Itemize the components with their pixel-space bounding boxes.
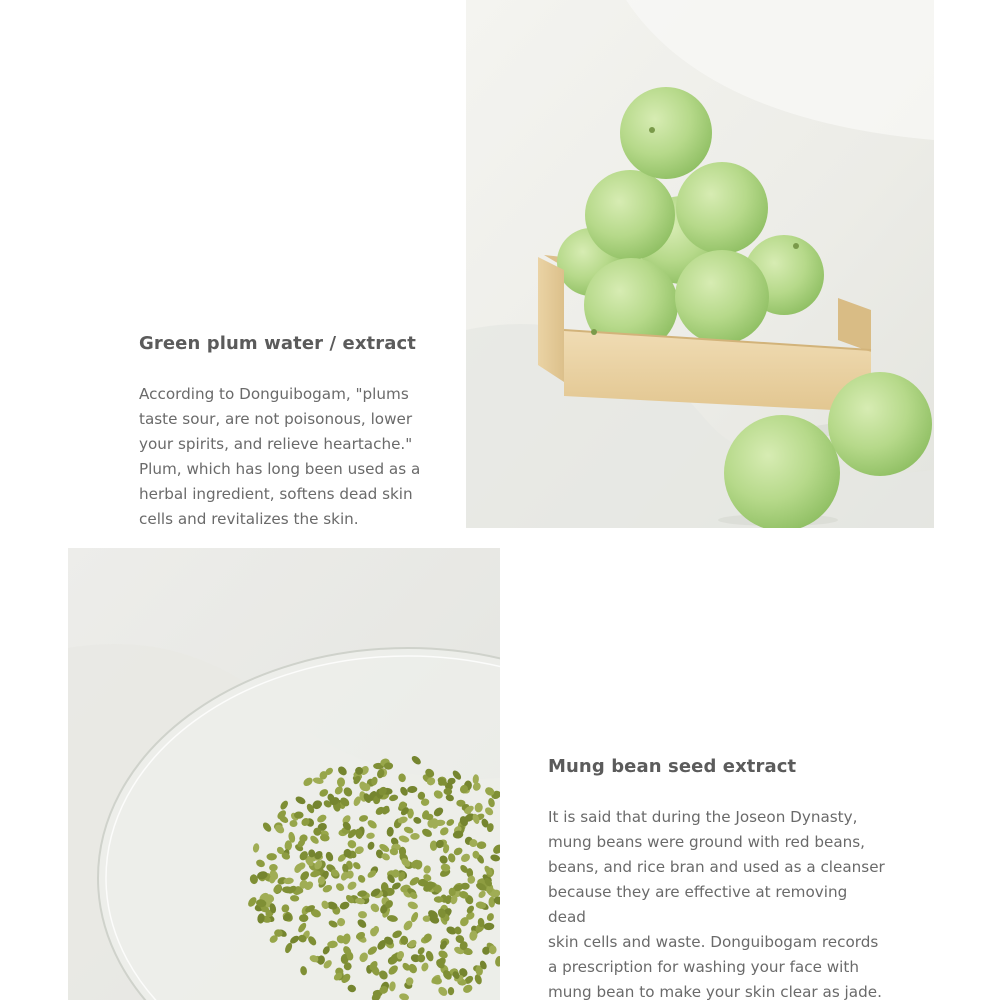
mung-bean-heading: Mung bean seed extract [548,756,797,777]
mung-bean [299,914,308,922]
green-plum-description [139,382,439,532]
mung-bean [337,777,345,787]
description-line: your spirits, and relieve heartache." [139,435,413,453]
description-line: herbal ingredient, softens dead skin [139,485,413,503]
green-plum-heading: Green plum water / extract [139,333,416,354]
mung-bean-section [548,755,888,1000]
green-plum-illustration [466,0,934,528]
mung-bean [423,916,431,922]
green-plum-section [139,332,439,532]
mung-bean [267,853,277,860]
mung-bean [290,820,298,827]
description-line: It is said that during the Joseon Dynasty, [548,808,858,826]
description-line: beans, and rice bran and used as a cleanser [548,858,885,876]
description-line: taste sour, are not poisonous, lower [139,410,413,428]
mung-bean-description [548,805,888,1000]
mung-bean-photo [68,548,500,1000]
description-line: cells and revitalizes the skin. [139,510,359,528]
description-line: a prescription for washing your face with [548,958,859,976]
description-line: skin cells and waste. Donguibogam records [548,933,879,951]
green-plum-photo [466,0,934,528]
description-line: because they are effective at removing dead [548,883,848,926]
mung-bean-illustration [68,548,500,1000]
description-line: mung beans were ground with red beans, [548,833,866,851]
description-line: Plum, which has long been used as a [139,460,421,478]
description-line: According to Donguibogam, "plums [139,385,409,403]
description-line: mung bean to make your skin clear as jade. [548,983,882,1000]
